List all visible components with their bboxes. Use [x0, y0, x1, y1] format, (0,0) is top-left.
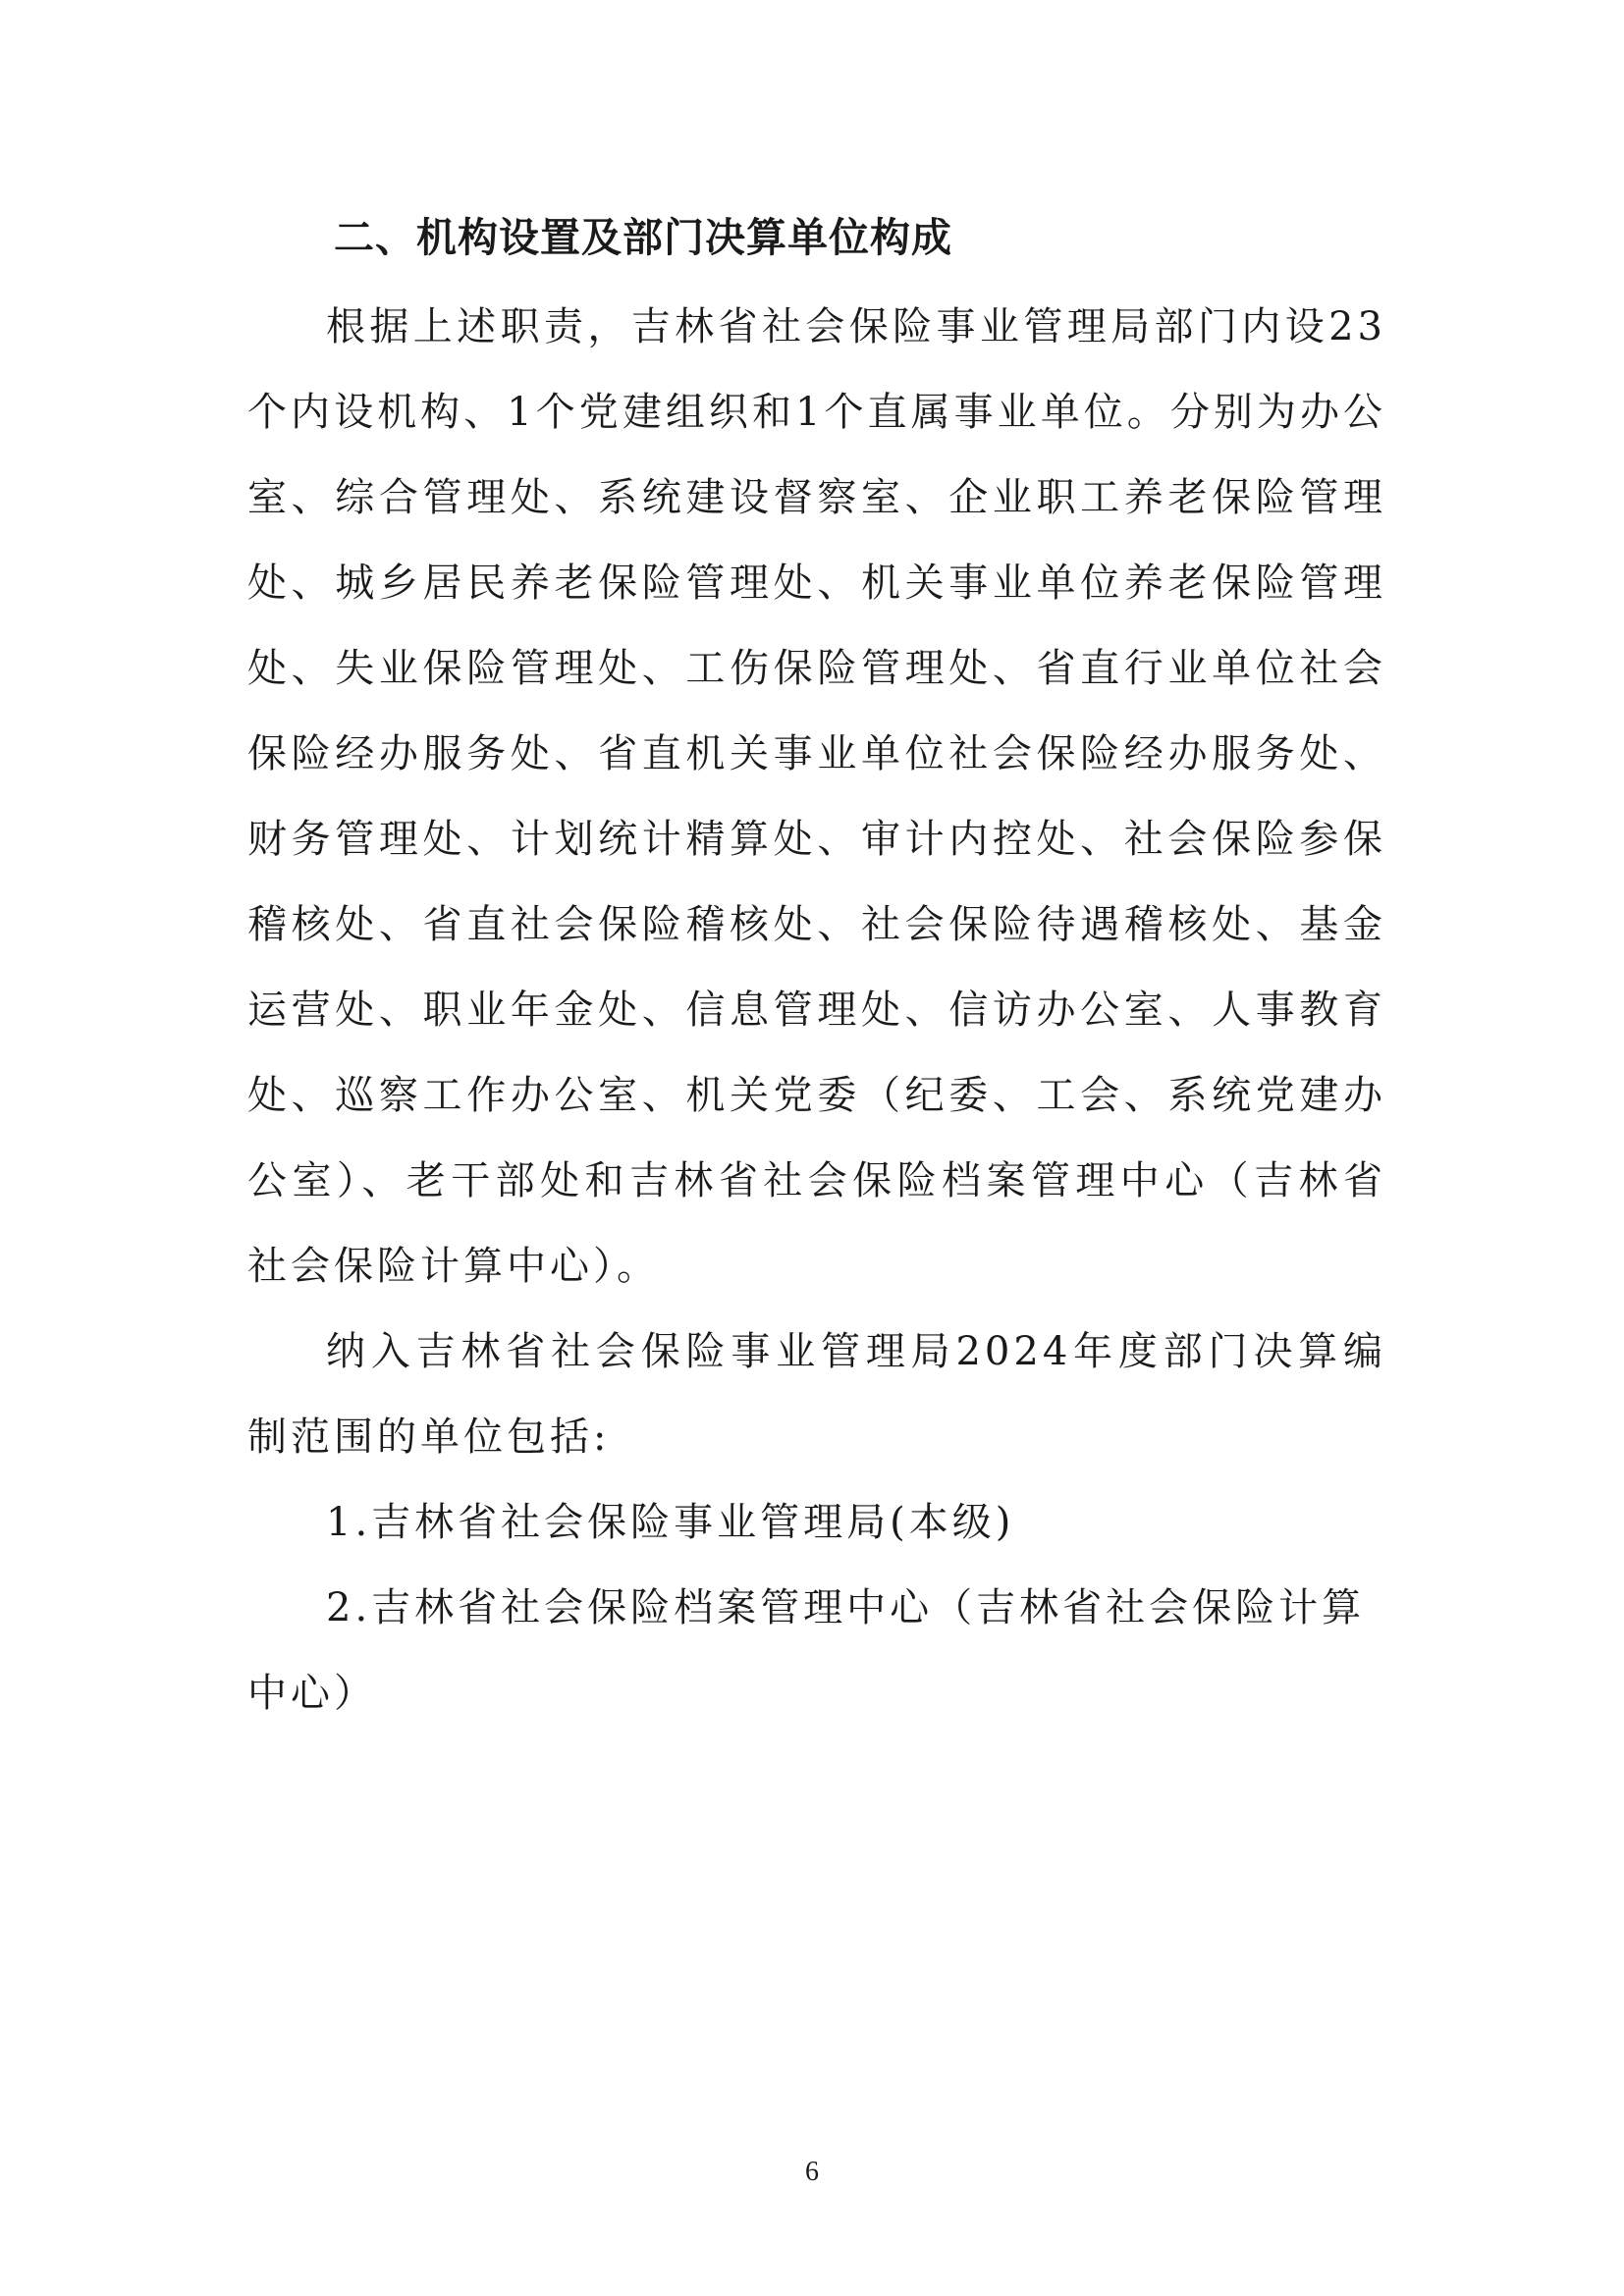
unit-list — [247, 1480, 1386, 1736]
list-item: 2.吉林省社会保险档案管理中心（吉林省社会保险计算中心） — [247, 1585, 1366, 1716]
paragraph-scope: 纳入吉林省社会保险事业管理局2024年度部门决算编制范围的单位包括: — [247, 1329, 1386, 1460]
list-item: 1.吉林省社会保险事业管理局(本级) — [326, 1500, 1015, 1545]
page-number: 6 — [805, 2157, 819, 2187]
section-heading: 二、机构设置及部门决算单位构成 — [334, 214, 952, 261]
paragraph-organization: 根据上述职责，吉林省社会保险事业管理局部门内设23个内设机构、1个党建组织和1个直属事业单位。分别为办公室、综合管理处、系统建设督察室、企业职工养老保险管理处、城乡居民养老保险管理处、机关事业单位养老保险管理处、失业保险管理处、工伤保险管理处、省直行业单位社会保险经办服务处、省直机关事业单位社会保险经办服务处、财务管理处、计划统计精算处、审计内控处、社会保险参保稽核处、省直社会保险稽核处、社会保险待遇稽核处、基金运营处、职业年金处、信息管理处、信访办公室、人事教育处、巡察工作办公室、机关党委（纪委、工会、系统党建办公室）、老干部处和吉林省社会保险档案管理中心（吉林省社会保险计算中心）。 — [247, 304, 1386, 1289]
